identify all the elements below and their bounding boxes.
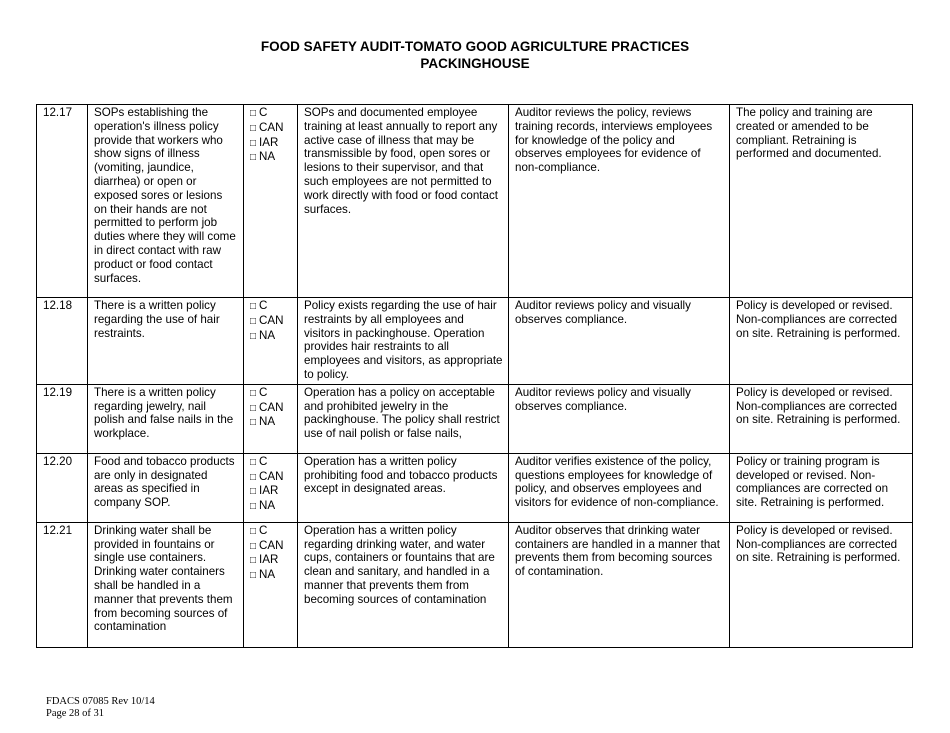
compliance-criteria-cell: Policy exists regarding the use of hair restraints by all employees and visitors in packinghouse. Operation provides hair restraints to all employees and visitors, as appropriate to policy. <box>298 298 509 385</box>
option-label: C <box>259 299 268 312</box>
options-cell <box>244 298 298 385</box>
option-label: C <box>259 523 268 537</box>
option-label: NA <box>259 415 276 429</box>
audit-table-body <box>37 105 913 648</box>
page-footer <box>46 696 155 720</box>
corrective-action-cell: Policy is developed or revised. Non-compliances are corrected on site. Retraining is performed. <box>730 298 913 385</box>
option-c[interactable] <box>250 299 292 314</box>
option-label: CAN <box>259 469 284 483</box>
requirement-cell: Drinking water shall be provided in fountains or single use containers. Drinking water containers shall be handled in a manner that prevents them from becoming sources of contamination <box>88 522 244 647</box>
options-cell <box>244 384 298 453</box>
table-row <box>37 522 913 647</box>
table-row <box>37 453 913 522</box>
option-label: CAN <box>259 120 284 134</box>
table-row <box>37 384 913 453</box>
verification-cell: Auditor reviews policy and visually observes compliance. <box>509 298 730 385</box>
option-label: NA <box>259 499 276 513</box>
options-list <box>250 455 292 514</box>
checkbox-icon[interactable]: □ <box>250 555 257 567</box>
options-cell <box>244 453 298 522</box>
checkbox-icon[interactable]: □ <box>250 417 257 429</box>
option-c[interactable] <box>250 106 292 121</box>
checkbox-icon[interactable]: □ <box>250 387 257 399</box>
verification-cell: Auditor observes that drinking water containers are handled in a manner that prevents them from becoming sources of contamination. <box>509 522 730 647</box>
checkbox-icon[interactable]: □ <box>250 471 257 483</box>
option-label: IAR <box>259 484 279 498</box>
requirement-cell: Food and tobacco products are only in designated areas as specified in company SOP. <box>88 453 244 522</box>
compliance-criteria-cell: Operation has a written policy regarding drinking water, and water cups, containers or fountains that are clean and sanitary, and handled in a manner that prevents them from becoming sources of contamination <box>298 522 509 647</box>
option-label: C <box>259 454 268 468</box>
option-na[interactable] <box>250 499 292 514</box>
compliance-criteria-cell: Operation has a written policy prohibiting food and tobacco products except in designated areas. <box>298 453 509 522</box>
checkbox-icon[interactable]: □ <box>250 301 257 312</box>
compliance-criteria-cell: SOPs and documented employee training at least annually to report any active case of illness that may be transmissible by food, open sores or lesions to their supervisor, and that such employees are not permitted to work directly with food or food contact surfaces. <box>298 105 509 298</box>
option-label: IAR <box>259 553 279 567</box>
option-c[interactable] <box>250 524 292 539</box>
options-list <box>250 299 292 343</box>
option-can[interactable] <box>250 314 292 329</box>
option-can[interactable] <box>250 121 292 136</box>
option-c[interactable] <box>250 455 292 470</box>
title-line-2: PACKINGHOUSE <box>420 56 530 71</box>
item-number: 12.21 <box>37 522 88 647</box>
option-na[interactable] <box>250 415 292 430</box>
checkbox-icon[interactable]: □ <box>250 122 257 134</box>
option-na[interactable] <box>250 568 292 583</box>
page-number: Page 28 of 31 <box>46 708 105 719</box>
item-number: 12.20 <box>37 453 88 522</box>
option-iar[interactable] <box>250 553 292 568</box>
option-label: CAN <box>259 538 284 552</box>
option-na[interactable] <box>250 150 292 165</box>
item-number: 12.18 <box>37 298 88 385</box>
option-can[interactable] <box>250 470 292 485</box>
option-c[interactable] <box>250 386 292 401</box>
option-iar[interactable] <box>250 484 292 499</box>
verification-cell: Auditor reviews policy and visually observes compliance. <box>509 384 730 453</box>
options-cell <box>244 522 298 647</box>
form-id: FDACS 07085 Rev 10/14 <box>46 696 155 707</box>
option-label: NA <box>259 150 276 164</box>
requirement-cell: SOPs establishing the operation's illness policy provide that workers who show signs of illness (vomiting, jaundice, diarrhea) or open or exposed sores or lesions on their hands are not permitted to perform job duties where they will come in direct contact with raw product or food contact surfaces. <box>88 105 244 298</box>
option-label: NA <box>259 568 276 582</box>
option-can[interactable] <box>250 539 292 554</box>
option-label: CAN <box>259 400 284 414</box>
option-label: C <box>259 106 268 119</box>
options-list <box>250 386 292 430</box>
checkbox-icon[interactable]: □ <box>250 501 257 513</box>
table-row <box>37 298 913 385</box>
verification-cell: Auditor reviews the policy, reviews training records, interviews employees for knowledge of the policy and observes employees for evidence of non-compliance. <box>509 105 730 298</box>
option-label: C <box>259 385 268 399</box>
corrective-action-cell: The policy and training are created or amended to be compliant. Retraining is performed and documented. <box>730 105 913 298</box>
checkbox-icon[interactable]: □ <box>250 108 257 119</box>
title-line-1: FOOD SAFETY AUDIT-TOMATO GOOD AGRICULTURE PRACTICES <box>260 39 690 54</box>
options-list <box>250 524 292 583</box>
corrective-action-cell: Policy or training program is developed or revised. Non-compliances are corrected on site. Retraining is performed. <box>730 453 913 522</box>
item-number: 12.19 <box>37 384 88 453</box>
checkbox-icon[interactable]: □ <box>250 137 257 149</box>
checkbox-icon[interactable]: □ <box>250 486 257 498</box>
checkbox-icon[interactable]: □ <box>250 402 257 414</box>
checkbox-icon[interactable]: □ <box>250 152 257 164</box>
checkbox-icon[interactable]: □ <box>250 525 257 537</box>
compliance-criteria-cell: Operation has a policy on acceptable and prohibited jewelry in the packinghouse. The policy shall restrict use of nail polish or false nails, <box>298 384 509 453</box>
option-label: IAR <box>259 135 279 149</box>
verification-cell: Auditor verifies existence of the policy, questions employees for knowledge of policy, and observes employees and visitors for evidence of non-compliance. <box>509 453 730 522</box>
checkbox-icon[interactable]: □ <box>250 570 257 582</box>
option-can[interactable] <box>250 401 292 416</box>
options-list <box>250 106 292 165</box>
option-label: CAN <box>259 313 284 327</box>
document-title <box>0 38 950 72</box>
corrective-action-cell: Policy is developed or revised. Non-compliances are corrected on site. Retraining is performed. <box>730 384 913 453</box>
table-row <box>37 105 913 298</box>
checkbox-icon[interactable]: □ <box>250 315 257 327</box>
option-iar[interactable] <box>250 136 292 151</box>
options-cell <box>244 105 298 298</box>
item-number: 12.17 <box>37 105 88 298</box>
checkbox-icon[interactable]: □ <box>250 456 257 468</box>
checkbox-icon[interactable]: □ <box>250 330 257 342</box>
option-na[interactable] <box>250 329 292 344</box>
requirement-cell: There is a written policy regarding the use of hair restraints. <box>88 298 244 385</box>
checkbox-icon[interactable]: □ <box>250 540 257 552</box>
requirement-cell: There is a written policy regarding jewelry, nail polish and false nails in the workplace. <box>88 384 244 453</box>
option-label: NA <box>259 328 276 342</box>
corrective-action-cell: Policy is developed or revised. Non-compliances are corrected on site. Retraining is performed. <box>730 522 913 647</box>
audit-table <box>36 104 913 648</box>
